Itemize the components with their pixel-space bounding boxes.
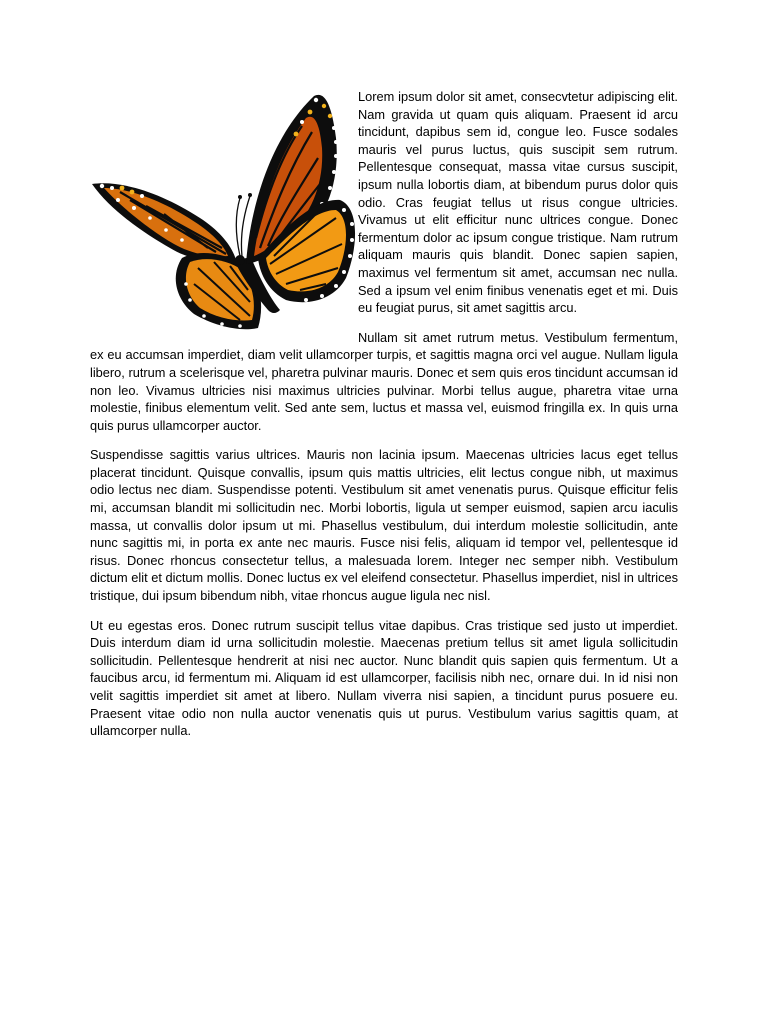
paragraph-4: Ut eu egestas eros. Donec rutrum suscipit tellus vitae dapibus. Cras tristique sed justo ut imperdiet. Duis interdum diam id urna sollicitudin molestie. Maecenas pretium tellus sit amet ligula sollicitudin sollicitudin. Pellentesque hendrerit at nisi nec auctor. Nunc blandit quis sapien quis fermentum. Ut a faucibus arcu, id fermentum mi. Aliquam id est ullamcorper, facilisis nibh nec, ornare dui. In id nisi non velit sagittis imperdiet sit amet at libero. Nullam viverra nisi sapien, a tincidunt purus posuere eu. Praesent vitae odio non nulla auctor venenatis quis ut purus. Vestibulum varius sagittis quam, at ullamcorper nulla. — [90, 617, 678, 739]
paragraph-3: Suspendisse sagittis varius ultrices. Mauris non lacinia ipsum. Maecenas ultricies lacus eget tellus placerat tincidunt. Quisque convallis, ipsum quis mattis ultricies, elit lectus congue nibh, ut maximus odio lectus nec diam. Suspendisse potenti. Vestibulum sit amet venenatis purus. Quisque efficitur felis mi, accumsan blandit mi sollicitudin nec. Morbi lobortis, ligula ut semper euismod, sapien arcu iaculis massa, ut convallis dolor ipsum ut mi. Phasellus vestibulum, dui interdum molestie sollicitudin, ante nunc sagittis mi, in porta ex ante nec mauris. Fusce nisi felis, aliquam id tempor vel, pellentesque id risus. Donec rhoncus consectetur tellus, a malesuada lorem. Integer nec semper nibh. Vestibulum dictum elit et dictum mollis. Donec luctus ex vel eleifend consectetur. Phasellus imperdiet, nisl in ultrices tristique, dui ipsum bibendum nibh, vitae rhoncus augue ligula nec nisl. — [90, 447, 678, 604]
paragraph-2: Nullam sit amet rutrum metus. Vestibulum fermentum, ex eu accumsan imperdiet, diam velit ullamcorper turpis, et sagittis magna orci vel augue. Nullam ligula libero, rutrum a scelerisque vel, pharetra pulvinar mauris. Donec et sem quis eros tincidunt accumsan id non leo. Vivamus ultricies nisi maximus ultricies pulvinar. Morbi tellus augue, pharetra vitae urna molestie, finibus elementum velit. Sed ante sem, luctus et massa vel, euismod fringilla ex. In quis urna quis purus ullamcorper auctor. — [90, 329, 678, 433]
paragraph-1: Lorem ipsum dolor sit amet, consecvtetur adipiscing elit. Nam gravida ut quam quis aliquam. Praesent id arcu tincidunt, dapibus sem id, congue leo. Fusce sodales mauris vel purus luctus, quis suscipit sem rutrum. Pellentesque consequat, massa vitae cursus suscipit, ipsum nulla lobortis diam, at bibendum purus dolor quis odio. Cras feugiat tellus ut risus congue ultricies. Vivamus ut elit efficitur nunc ultrices congue. Donec fermentum dolor ac ipsum congue tristique. Nam rutrum aliquam mauris quis blandit. Donec sapien sapien, maximus vel fermentum sit amet, accumsan nec nulla. Sed a ipsum vel enim finibus venenatis eget et mi. Duis eu feugiat purus, sit amet sagittis arcu. — [358, 89, 678, 316]
document-body — [90, 88, 678, 752]
butterfly-image — [90, 88, 358, 332]
monarch-butterfly-icon — [90, 88, 358, 332]
